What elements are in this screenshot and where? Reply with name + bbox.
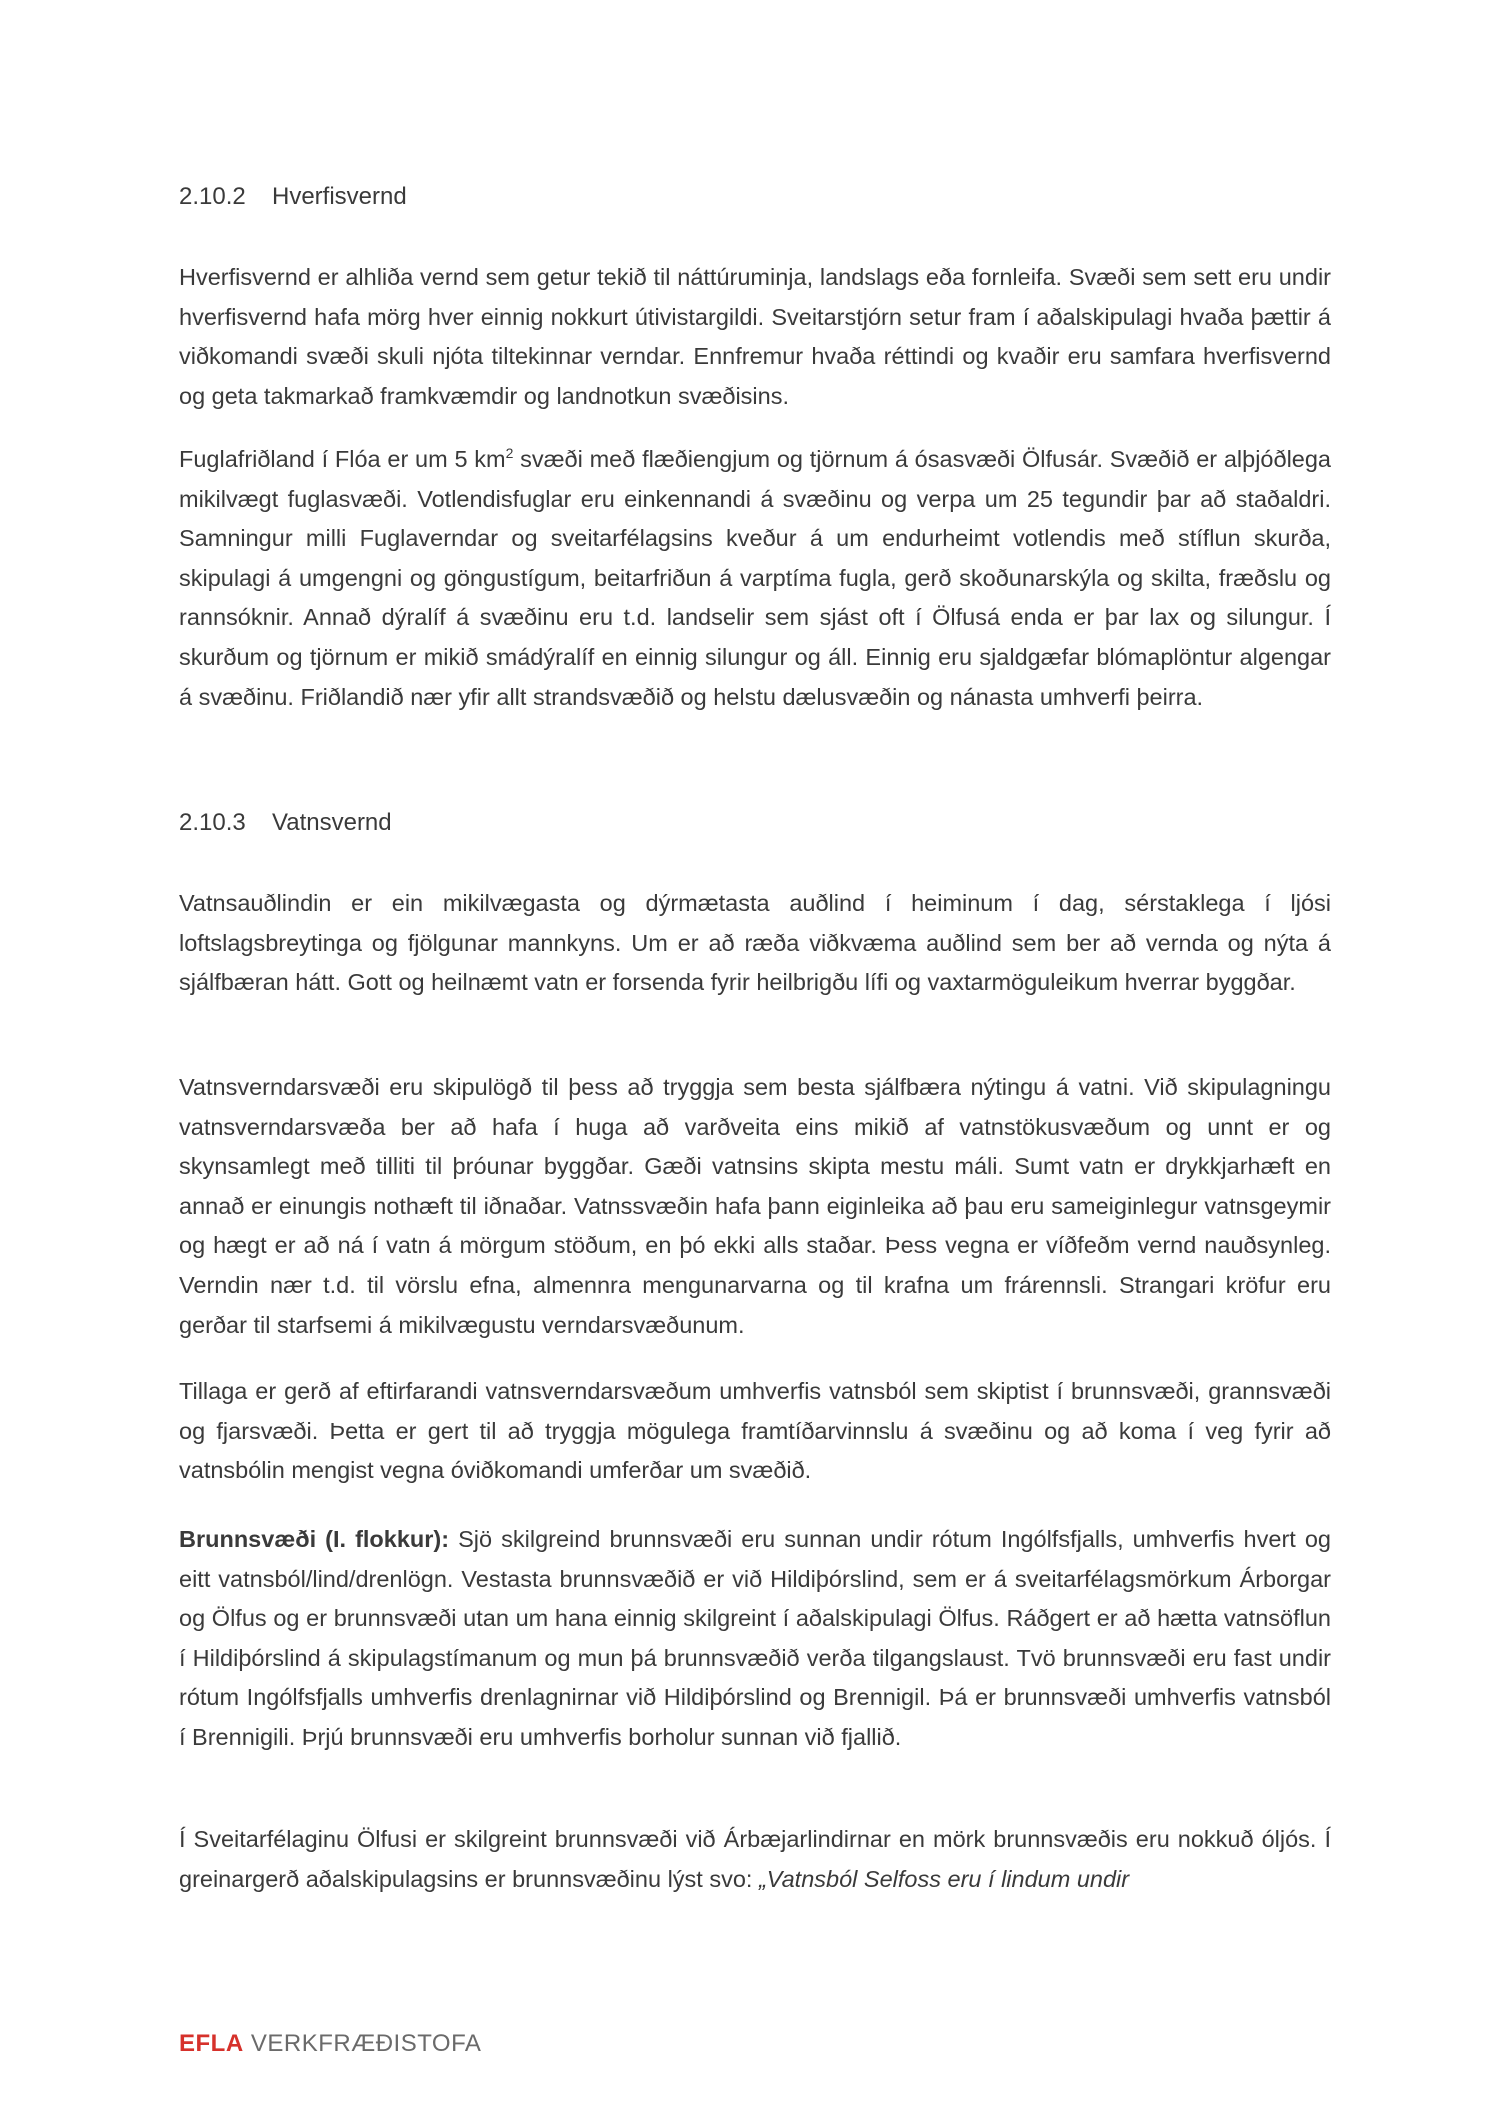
text-span: svæði með flæðiengjum og tjörnum á ósasvæði Ölfusár. Svæðið er alþjóðlega mikilvægt fuglasvæði. Votlendisfuglar eru einkennandi á svæðinu og verpa um 25 tegundir þar að staðaldri. Samningur milli Fuglaverndar og sveitarfélagsins kveður á um endurheimt votlendis með stíflun skurða, skipulagi á umgengni og göngustígum, beitarfriðun á varptíma fugla, gerð skoðunarskýla og skilta, fræðslu og rannsóknir. Annað dýralíf á svæðinu eru t.d. landselir sem sjást oft í Ölfusá enda er þar lax og silungur. Í skurðum og tjörnum er mikið smádýralíf en einnig silungur og áll. Einnig eru sjaldgæfar blómaplöntur algengar á svæðinu. Friðlandið nær yfir allt strandsvæðið og helstu dælusvæðin og nánasta umhverfi þeirra. [179, 446, 1331, 710]
section-heading-hverfisvernd [179, 182, 407, 212]
section-title: Hverfisvernd [272, 183, 407, 210]
section-number: 2.10.3 [179, 809, 246, 836]
section-number: 2.10.2 [179, 183, 246, 210]
bold-lead: Brunnsvæði (I. flokkur): [179, 1526, 450, 1552]
section-heading-vatnsvernd [179, 808, 392, 838]
text-span: Sjö skilgreind brunnsvæði eru sunnan undir rótum Ingólfsfjalls, umhverfis hvert og eitt vatnsból/lind/drenlögn. Vestasta brunnsvæðið er við Hildiþórslind, sem er á sveitarfélagsmörkum Árborgar og Ölfus og er brunnsvæði utan um hana einnig skilgreint í aðalskipulagi Ölfus. Ráðgert er að hætta vatnsöflun í Hildiþórslind á skipulagstímanum og mun þá brunnsvæðið verða tilgangslaust. Tvö brunnsvæði eru fast undir rótum Ingólfsfjalls umhverfis drenlagnirnar við Hildiþórslind og Brennigil. Þá er brunnsvæði umhverfis vatnsból í Brennigili. Þrjú brunnsvæði eru umhverfis borholur sunnan við fjallið. [179, 1526, 1331, 1750]
paragraph-fuglafridland [179, 440, 1331, 717]
superscript: 2 [505, 445, 514, 461]
footer-brand: EFLA [179, 2030, 244, 2057]
paragraph-tillaga: Tillaga er gerð af eftirfarandi vatnsverndarsvæðum umhverfis vatnsból sem skiptist í brunnsvæði, grannsvæði og fjarsvæði. Þetta er gert til að tryggja mögulega framtíðarvinnslu á svæðinu og að koma í veg fyrir að vatnsbólin mengist vegna óviðkomandi umferðar um svæðið. [179, 1378, 1331, 1484]
paragraph-vatnsaudlindin: Vatnsauðlindin er ein mikilvægasta og dýrmætasta auðlind í heiminum í dag, sérstaklega í ljósi loftslagsbreytinga og fjölgunar mannkyns. Um er að ræða viðkvæma auðlind sem ber að vernda og nýta á sjálfbæran hátt. Gott og heilnæmt vatn er forsenda fyrir heilbrigðu lífi og vaxtarmöguleikum hverrar byggðar. [179, 890, 1331, 996]
paragraph-hverfisvernd-intro: Hverfisvernd er alhliða vernd sem getur tekið til náttúruminja, landslags eða fornleifa. Svæði sem sett eru undir hverfisvernd hafa mörg hver einnig nokkurt útivistargildi. Sveitarstjórn setur fram í aðalskipulagi hvaða þættir á viðkomandi svæði skuli njóta tiltekinnar verndar. Ennfremur hvaða réttindi og kvaðir eru samfara hverfisvernd og geta takmarkað framkvæmdir og landnotkun svæðisins. [179, 264, 1331, 409]
paragraph-brunnsvaedi [179, 1520, 1331, 1758]
paragraph-sveitarfelaginu-olfusi [179, 1820, 1331, 1899]
paragraph-vatnsverndarsvaedi: Vatnsverndarsvæði eru skipulögð til þess að tryggja sem besta sjálfbæra nýtingu á vatni. Við skipulagningu vatnsverndarsvæða ber að hafa í huga að varðveita eins mikið af vatnstökusvæðum og unnt er og skynsamlegt með tilliti til þróunar byggðar. Gæði vatnsins skipta mestu máli. Sumt vatn er drykkjarhæft en annað er einungis nothæft til iðnaðar. Vatnssvæðin hafa þann eiginleika að þau eru sameiginlegur vatnsgeymir og hægt er að ná í vatn á mörgum stöðum, en þó ekki alls staðar. Þess vegna er víðfeðm vernd nauðsynleg. Verndin nær t.d. til vörslu efna, almennra mengunarvarna og til krafna um frárennsli. Strangari kröfur eru gerðar til starfsemi á mikilvægustu verndarsvæðunum. [179, 1074, 1331, 1338]
section-title: Vatnsvernd [272, 809, 392, 836]
footer-company: VERKFRÆÐISTOFA [243, 2030, 482, 2057]
footer-logo [179, 2030, 481, 2058]
text-span: Fuglafriðland í Flóa er um 5 km [179, 446, 506, 472]
text-span: Í Sveitarfélaginu Ölfusi er skilgreint brunnsvæði við Árbæjarlindirnar en mörk brunnsvæðis eru nokkuð óljós. Í greinargerð aðalskipulagsins er brunnsvæðinu lýst svo: [179, 1826, 1331, 1892]
quote-italic: „Vatnsból Selfoss eru í lindum undir [758, 1865, 1130, 1892]
